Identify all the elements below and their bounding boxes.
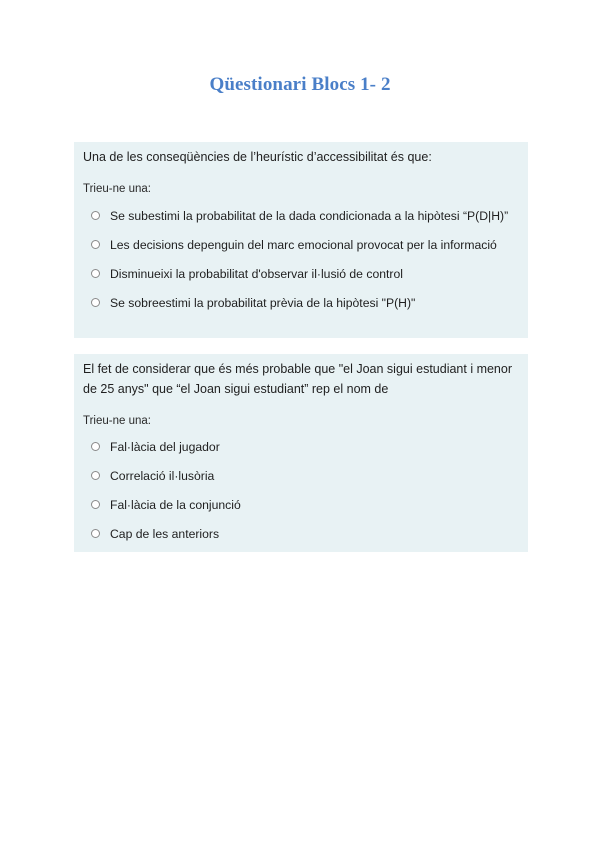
radio-button-icon[interactable] <box>91 500 100 509</box>
answer-option[interactable] <box>83 295 522 312</box>
choose-one-label: Trieu-ne una: <box>83 415 151 427</box>
radio-button-icon[interactable] <box>91 529 100 538</box>
answer-option-label: Fal·làcia del jugador <box>110 440 220 454</box>
answer-option[interactable] <box>83 526 522 543</box>
question-card-2 <box>74 354 528 552</box>
radio-button-icon[interactable] <box>91 442 100 451</box>
answer-option-label: Se sobreestimi la probabilitat prèvia de la hipòtesi "P(H)" <box>110 296 416 310</box>
answer-option[interactable] <box>83 237 522 254</box>
page-title: Qüestionari Blocs 1- 2 <box>209 74 391 95</box>
answer-option-label: Fal·làcia de la conjunció <box>110 498 241 512</box>
radio-button-icon[interactable] <box>91 211 100 220</box>
answer-option[interactable] <box>83 439 522 456</box>
answer-option-label: Correlació il·lusòria <box>110 469 215 483</box>
question-card-1 <box>74 142 528 338</box>
radio-button-icon[interactable] <box>91 471 100 480</box>
answer-option[interactable] <box>83 468 522 485</box>
answer-option-label: Cap de les anteriors <box>110 527 220 541</box>
answer-option[interactable] <box>83 208 522 225</box>
question-text: Una de les conseqüències de l’heurístic d’accessibilitat és que: <box>83 150 432 164</box>
radio-button-icon[interactable] <box>91 298 100 307</box>
answer-option-label: Se subestimi la probabilitat de la dada condicionada a la hipòtesi “P(D|H)” <box>110 209 509 223</box>
answer-option-label: Les decisions depenguin del marc emocional provocat per la informació <box>110 238 497 252</box>
question-text: El fet de considerar que és més probable que "el Joan sigui estudiant i menor de 25 anys" que “el Joan sigui estudiant” rep el nom de <box>83 362 512 396</box>
radio-button-icon[interactable] <box>91 240 100 249</box>
answer-options <box>83 439 522 543</box>
answer-option[interactable] <box>83 266 522 283</box>
answer-options <box>83 208 522 312</box>
radio-button-icon[interactable] <box>91 269 100 278</box>
answer-option-label: Disminueixi la probabilitat d'observar il·lusió de control <box>110 267 403 281</box>
choose-one-label: Trieu-ne una: <box>83 183 151 195</box>
answer-option[interactable] <box>83 497 522 514</box>
